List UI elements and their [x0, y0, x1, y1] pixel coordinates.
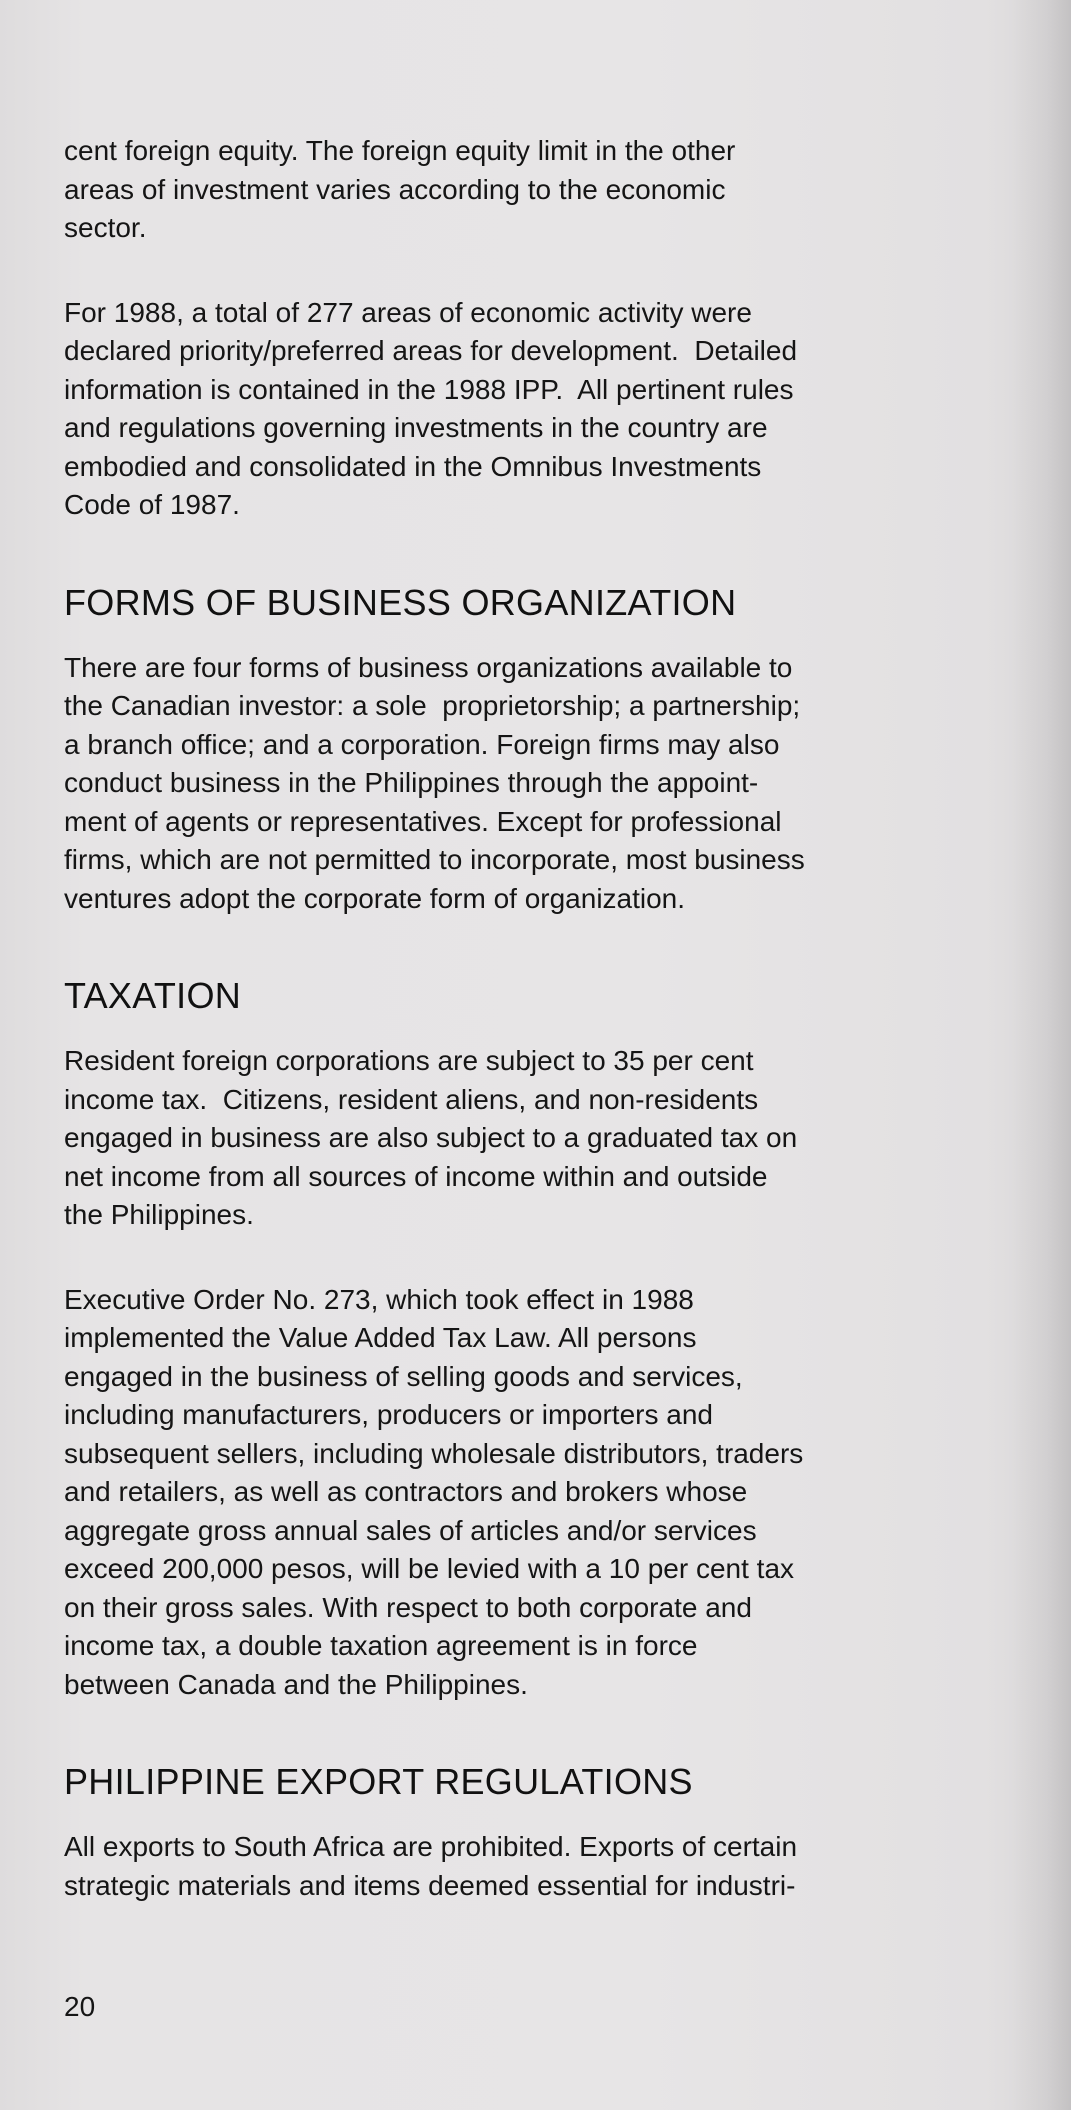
- body-paragraph: [64, 132, 964, 248]
- text-line: income tax. Citizens, resident aliens, and non-residents: [64, 1083, 759, 1115]
- text-line: a branch office; and a corporation. Foreign firms may also: [64, 728, 780, 760]
- body-paragraph: [64, 294, 964, 525]
- text-line: subsequent sellers, including wholesale distributors, traders: [64, 1437, 804, 1469]
- text-line: engaged in the business of selling goods and services,: [64, 1360, 743, 1392]
- section-heading: TAXATION: [64, 975, 242, 1016]
- page-body: [64, 132, 964, 1905]
- text-line: declared priority/preferred areas for development. Detailed: [64, 335, 798, 366]
- text-line: firms, which are not permitted to incorporate, most business: [64, 844, 805, 875]
- text-line: and retailers, as well as contractors and brokers whose: [64, 1476, 748, 1507]
- text-line: ment of agents or representatives. Except for professional: [64, 805, 782, 837]
- text-line: areas of investment varies according to the economic: [64, 173, 726, 205]
- text-line: Code of 1987.: [64, 489, 240, 520]
- text-line: embodied and consolidated in the Omnibus Investments: [64, 450, 762, 482]
- spacer: [64, 918, 964, 976]
- section-heading: PHILIPPINE EXPORT REGULATIONS: [64, 1761, 693, 1802]
- text-line: information is contained in the 1988 IPP. All pertinent rules: [64, 373, 794, 405]
- text-line: ventures adopt the corporate form of organization.: [64, 882, 686, 914]
- spacer: [64, 1704, 964, 1762]
- text-line: cent foreign equity. The foreign equity limit in the other: [64, 135, 736, 166]
- text-line: There are four forms of business organizations available to: [64, 651, 793, 683]
- text-line: between Canada and the Philippines.: [64, 1668, 528, 1700]
- body-paragraph: [64, 649, 964, 919]
- text-line: engaged in business are also subject to a graduated tax on: [64, 1122, 798, 1153]
- text-line: exceed 200,000 pesos, will be levied with a 10 per cent tax: [64, 1553, 795, 1584]
- spacer: [64, 1802, 964, 1828]
- spacer: [64, 525, 964, 583]
- body-paragraph: [64, 1042, 964, 1235]
- text-line: the Philippines.: [64, 1199, 254, 1230]
- text-line: strategic materials and items deemed essential for industri-: [64, 1869, 796, 1901]
- spacer: [64, 1235, 964, 1281]
- text-line: Resident foreign corporations are subject to 35 per cent: [64, 1045, 754, 1076]
- spacer: [64, 248, 964, 294]
- page-number: 20: [64, 1991, 96, 2022]
- text-line: All exports to South Africa are prohibited. Exports of certain: [64, 1831, 798, 1862]
- text-line: including manufacturers, producers or importers and: [64, 1399, 713, 1430]
- spacer: [64, 1016, 964, 1042]
- text-line: income tax, a double taxation agreement is in force: [64, 1630, 698, 1661]
- text-line: net income from all sources of income within and outside: [64, 1160, 768, 1192]
- body-paragraph: [64, 1281, 964, 1705]
- page-edge-shadow: [1011, 0, 1071, 2110]
- text-line: sector.: [64, 212, 147, 243]
- body-paragraph: [64, 1828, 964, 1905]
- text-line: implemented the Value Added Tax Law. All persons: [64, 1322, 697, 1353]
- text-line: Executive Order No. 273, which took effect in 1988: [64, 1283, 694, 1315]
- text-line: aggregate gross annual sales of articles and/or services: [64, 1514, 757, 1546]
- text-line: For 1988, a total of 277 areas of economic activity were: [64, 296, 752, 328]
- text-line: conduct business in the Philippines through the appoint-: [64, 767, 759, 798]
- text-line: and regulations governing investments in the country are: [64, 412, 768, 443]
- section-heading: FORMS OF BUSINESS ORGANIZATION: [64, 581, 737, 623]
- text-line: on their gross sales. With respect to both corporate and: [64, 1591, 752, 1623]
- text-line: the Canadian investor: a sole proprietorship; a partnership;: [64, 690, 801, 721]
- spacer: [64, 623, 964, 649]
